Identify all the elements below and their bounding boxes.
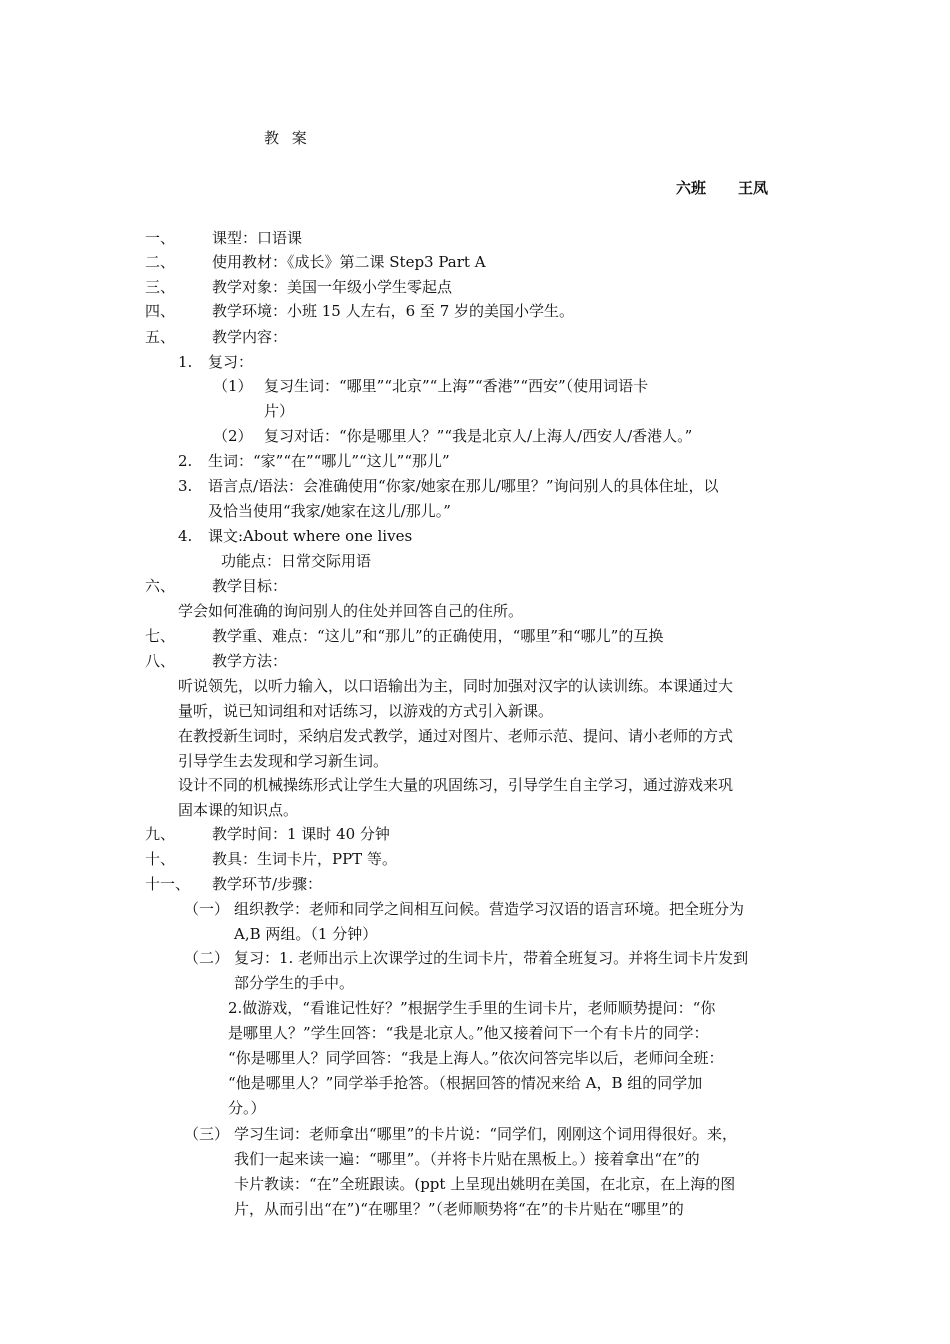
step-3-line-3: 卡片教读：“在”全班跟读。(ppt 上呈现出姚明在美国，在北京，在上海的图 <box>234 1175 736 1193</box>
method-line-3: 在教授新生词时，采纳启发式教学，通过对图片、老师示范、提问、请小老师的方式 <box>178 727 734 745</box>
method-line-5: 设计不同的机械操练形式让学生大量的巩固练习，引导学生自主学习，通过游戏来巩 <box>178 776 734 794</box>
review-item-text-2: 复习对话：“你是哪里人？”“我是北京人/上海人/西安人/香港人。” <box>264 427 693 445</box>
step-2-more-1: 2.做游戏，“看谁记性好？”根据学生手里的生词卡片，老师顺势提问：“你 <box>228 999 716 1017</box>
objective-text: 学会如何准确的询问别人的住处并回答自己的住所。 <box>178 602 524 620</box>
step-3-line-1: 学习生词：老师拿出“哪里”的卡片说：“同学们，刚刚这个词用得很好。来， <box>234 1125 738 1143</box>
section-text-3: 教学对象：美国一年级小学生零起点 <box>212 278 453 296</box>
step-num-3: （三） <box>184 1125 230 1143</box>
step-2-more-4: “他是哪里人？”同学举手抢答。（根据回答的情况来给 A，B 组的同学加 <box>228 1074 703 1092</box>
review-item-text-1: 复习生词：“哪里”“北京”“上海”“香港”“西安”（使用词语卡 <box>264 377 649 395</box>
method-line-4: 引导学生去发现和学习新生词。 <box>178 752 389 770</box>
section-num-3: 三、 <box>145 278 176 296</box>
step-2-more-5: 分。） <box>228 1099 266 1117</box>
step-3-line-4: 片，从而引出“在”)“在哪里？”（老师顺势将“在”的卡片贴在“哪里”的 <box>234 1200 684 1218</box>
section-text-4: 教学环境：小班 15 人左右，6 至 7 岁的美国小学生。 <box>212 302 575 320</box>
content-text-3b: 及恰当使用“我家/她家在这儿/那儿。” <box>208 502 451 520</box>
section-text-1: 课型：口语课 <box>212 229 303 247</box>
content-num-1: 1. <box>178 353 193 371</box>
class-name: 六班 <box>676 179 707 197</box>
section-text-7: 教学重、难点：“这儿”和“那儿”的正确使用，“哪里”和“哪儿”的互换 <box>212 627 664 645</box>
content-text-2: 生词：“家”“在”“哪儿”“这儿”“那儿” <box>208 452 450 470</box>
section-num-1: 一、 <box>145 229 176 247</box>
section-text-2: 使用教材：《成长》第二课 Step3 Part A <box>212 253 486 271</box>
review-item-text-1b: 片） <box>264 402 295 420</box>
section-num-2: 二、 <box>145 253 176 271</box>
step-2-more-3: “你是哪里人？同学回答：“我是上海人。”依次问答完毕以后，老师问全班： <box>228 1049 724 1067</box>
section-num-8: 八、 <box>145 652 176 670</box>
section-num-7: 七、 <box>145 627 176 645</box>
section-num-4: 四、 <box>145 302 176 320</box>
section-num-11: 十一、 <box>145 875 191 893</box>
step-2-line-1: 复习：1. 老师出示上次课学过的生词卡片，带着全班复习。并将生词卡片发到 <box>234 949 749 967</box>
section-text-10: 教具：生词卡片，PPT 等。 <box>212 850 397 868</box>
section-num-6: 六、 <box>145 577 176 595</box>
section-num-10: 十、 <box>145 850 176 868</box>
section-text-9: 教学时间：1 课时 40 分钟 <box>212 825 390 843</box>
content-text-3: 语言点/语法：会准确使用“你家/她家在那儿/哪里？”询问别人的具体住址，以 <box>208 477 719 495</box>
step-1-line-2: A,B 两组。（1 分钟） <box>234 925 378 943</box>
step-3-line-2: 我们一起来读一遍：“哪里”。（并将卡片贴在黑板上。）接着拿出“在”的 <box>234 1150 700 1168</box>
author-line <box>676 176 768 200</box>
review-item-num-1: （1） <box>213 377 253 395</box>
section-num-9: 九、 <box>145 825 176 843</box>
step-num-1: （一） <box>184 900 230 918</box>
step-num-2: （二） <box>184 949 230 967</box>
document-title: 教 案 <box>264 129 311 147</box>
step-2-line-2: 部分学生的手中。 <box>234 974 355 992</box>
section-text-6: 教学目标： <box>212 577 288 595</box>
section-text-8: 教学方法： <box>212 652 288 670</box>
review-item-num-2: （2） <box>213 427 253 445</box>
section-num-5: 五、 <box>145 328 176 346</box>
step-1-line-1: 组织教学：老师和同学之间相互问候。营造学习汉语的语言环境。把全班分为 <box>234 900 745 918</box>
content-num-4: 4. <box>178 527 193 545</box>
content-num-3: 3. <box>178 477 193 495</box>
method-line-1: 听说领先，以听力输入，以口语输出为主，同时加强对汉字的认读训练。本课通过大 <box>178 677 734 695</box>
step-2-more-2: 是哪里人？”学生回答：“我是北京人。”他又接着问下一个有卡片的同学： <box>228 1024 709 1042</box>
section-text-11: 教学环节/步骤： <box>212 875 323 893</box>
method-line-6: 固本课的知识点。 <box>178 801 299 819</box>
method-line-2: 量听，说已知词组和对话练习，以游戏的方式引入新课。 <box>178 702 554 720</box>
content-text-1: 复习： <box>208 353 254 371</box>
section-text-5: 教学内容： <box>212 328 288 346</box>
content-text-4: 课文:About where one lives <box>208 527 413 545</box>
teacher-name: 王凤 <box>738 179 769 197</box>
content-text-4b: 功能点：日常交际用语 <box>221 552 372 570</box>
content-num-2: 2. <box>178 452 193 470</box>
